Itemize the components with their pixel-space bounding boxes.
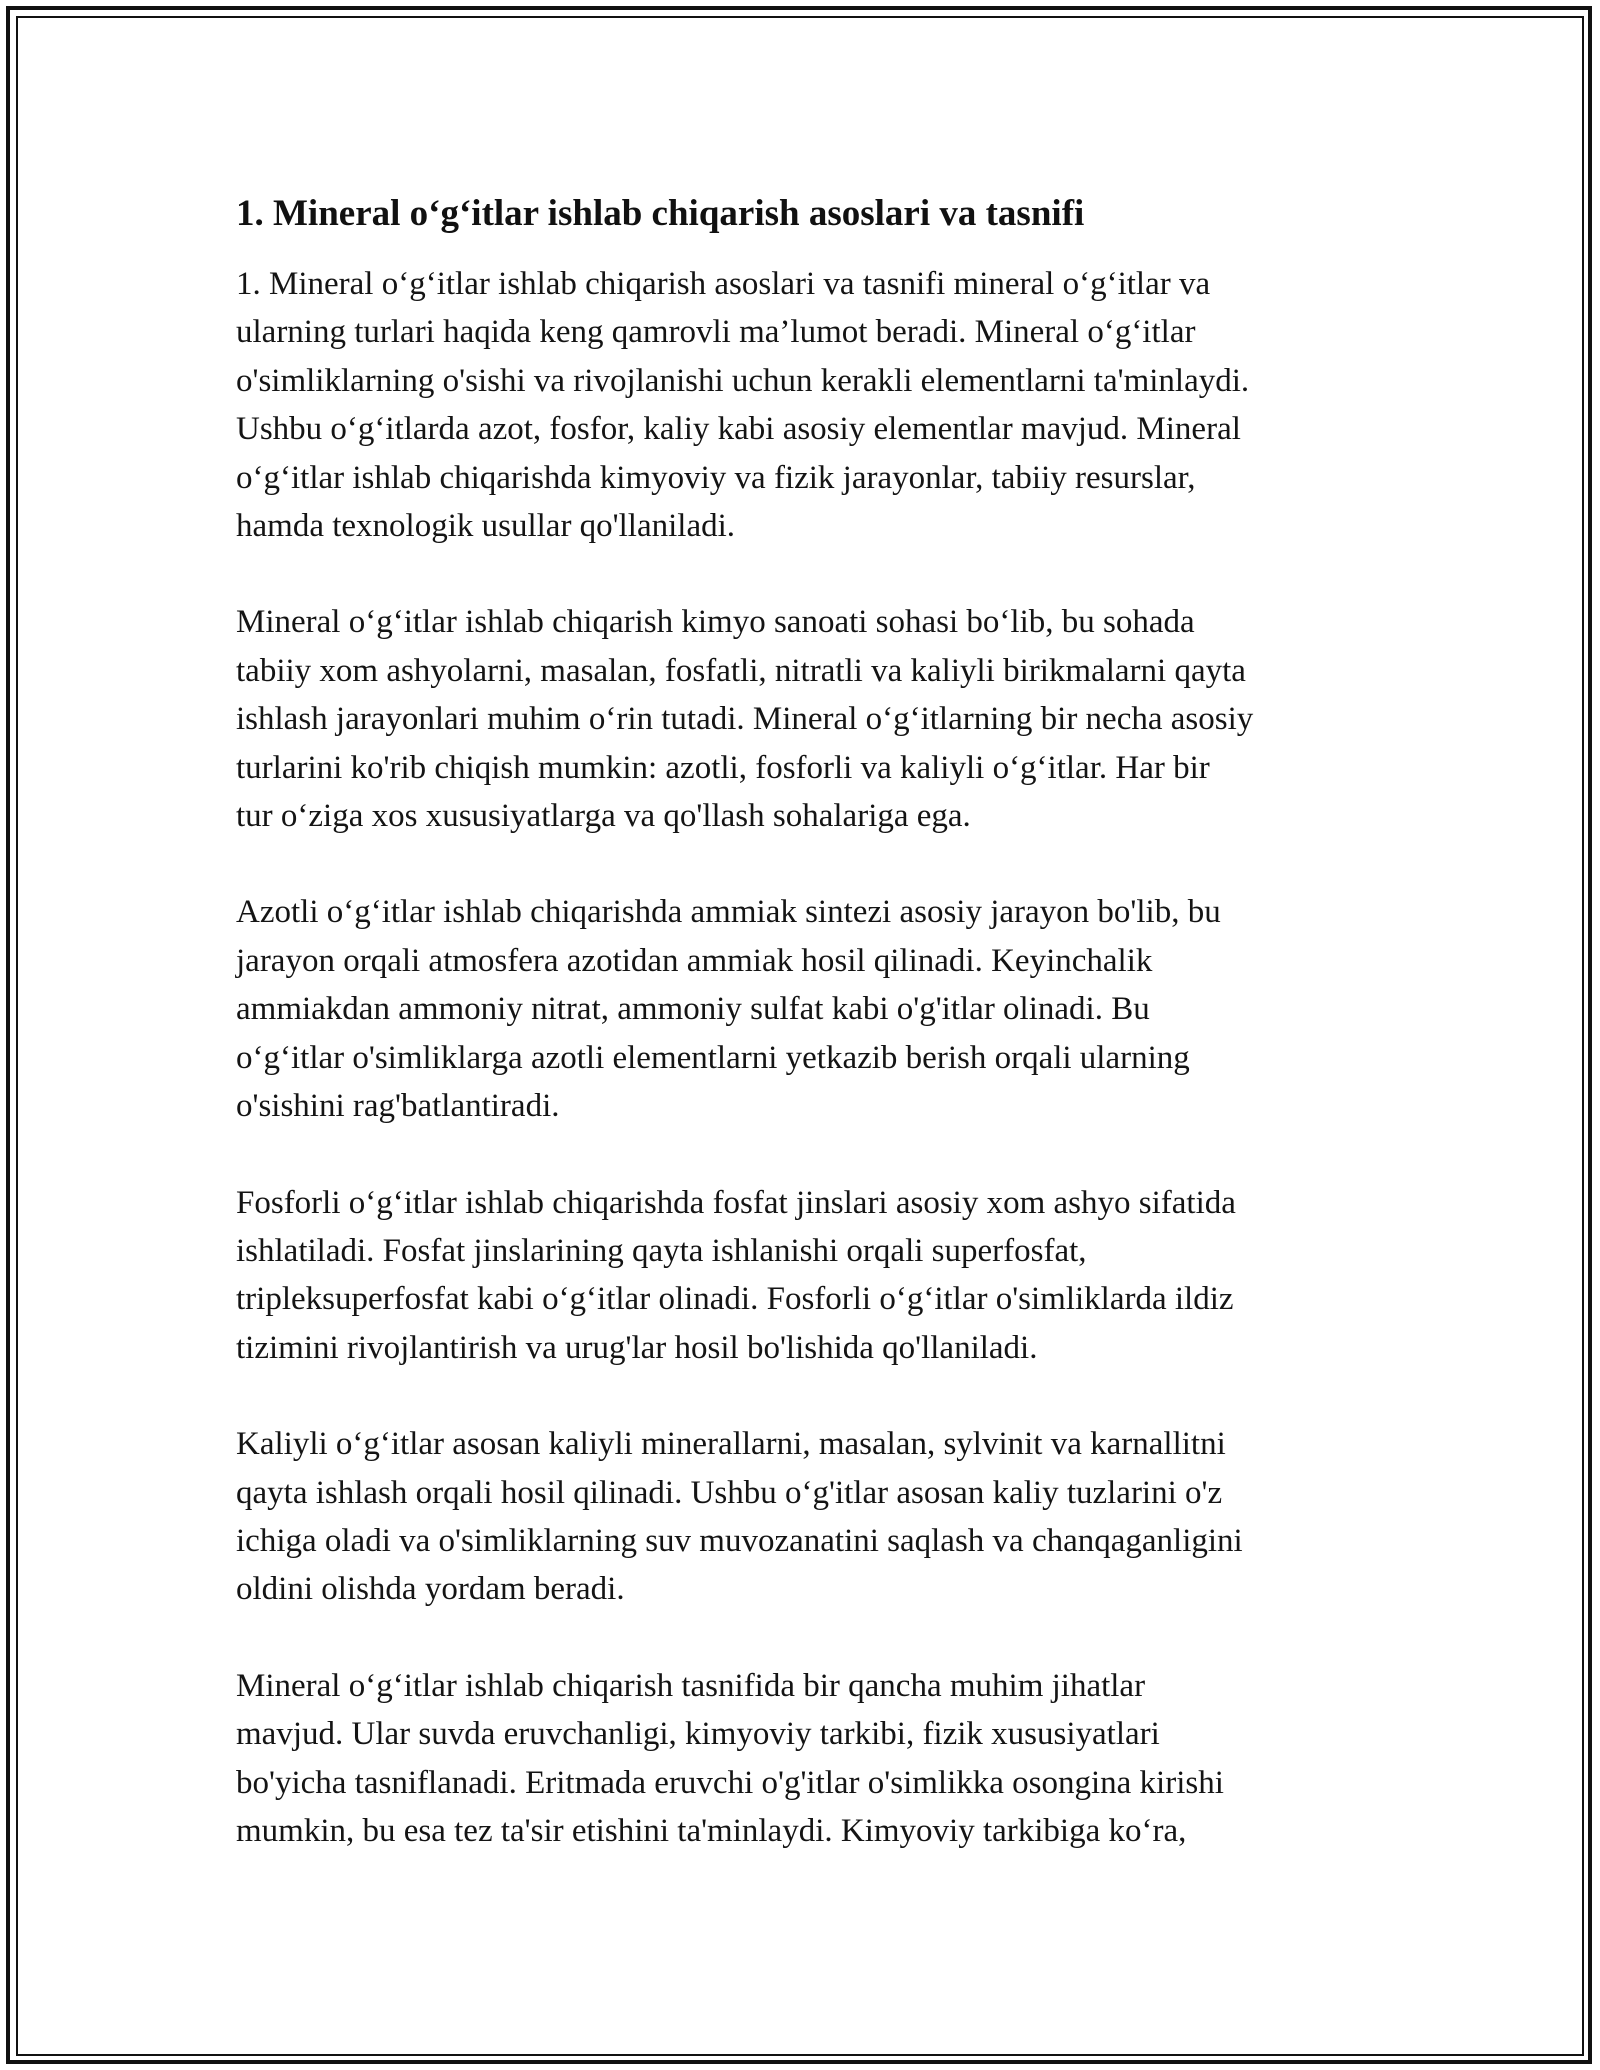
paragraph-line: hamda texnologik usullar qo'llaniladi.: [236, 508, 736, 545]
paragraph-line: Kaliyli o‘g‘itlar asosan kaliyli minerallarni, masalan, sylvinit va karnallitni: [236, 1426, 1226, 1463]
paragraph: [236, 1420, 1386, 1614]
paragraph-line: Azotli o‘g‘itlar ishlab chiqarishda ammiak sintezi asosiy jarayon bo'lib, bu: [236, 894, 1221, 931]
paragraph-line: ishlash jarayonlari muhim o‘rin tutadi. Mineral o‘g‘itlarning bir necha asosiy: [236, 701, 1254, 738]
paragraph-line: Mineral o‘g‘itlar ishlab chiqarish tasnifida bir qancha muhim jihatlar: [236, 1667, 1146, 1704]
paragraph-line: Fosforli o‘g‘itlar ishlab chiqarishda fosfat jinslari asosiy xom ashyo sifatida: [236, 1184, 1236, 1221]
paragraph-line: Mineral o‘g‘itlar ishlab chiqarish kimyo sanoati sohasi bo‘lib, bu sohada: [236, 604, 1195, 641]
paragraph-line: jarayon orqali atmosfera azotidan ammiak hosil qilinadi. Keyinchalik: [236, 942, 1153, 979]
paragraph-line: ammiakdan ammoniy nitrat, ammoniy sulfat kabi o'g'itlar olinadi. Bu: [236, 991, 1150, 1028]
paragraph-line: o'sishini rag'batlantiradi.: [236, 1088, 560, 1125]
paragraph-line: bo'yicha tasniflanadi. Eritmada eruvchi o'g'itlar o'simlikka osongina kirishi: [236, 1764, 1224, 1801]
paragraph-line: o‘g‘itlar o'simliklarga azotli elementlarni yetkazib berish orqali ularning: [236, 1039, 1190, 1076]
paragraph-line: mavjud. Ular suvda eruvchanligi, kimyoviy tarkibi, fizik xususiyatlari: [236, 1716, 1160, 1753]
paragraph-line: o'simliklarning o'sishi va rivojlanishi uchun kerakli elementlarni ta'minlaydi.: [236, 362, 1250, 399]
paragraph-line: turlarini ko'rib chiqish mumkin: azotli, fosforli va kaliyli o‘g‘itlar. Har bir: [236, 749, 1210, 786]
document-body: [236, 188, 1386, 1903]
paragraph-line: ularning turlari haqida keng qamrovli ma’lumot beradi. Mineral o‘g‘itlar: [236, 314, 1196, 351]
paragraph-list: [236, 260, 1386, 1855]
paragraph: [236, 260, 1386, 550]
document-title: 1. Mineral o‘g‘itlar ishlab chiqarish asoslari va tasnifi: [236, 193, 1085, 234]
paragraph: [236, 598, 1386, 840]
paragraph-line: Ushbu o‘g‘itlarda azot, fosfor, kaliy kabi asosiy elementlar mavjud. Mineral: [236, 411, 1241, 448]
paragraph-line: mumkin, bu esa tez ta'sir etishini ta'minlaydi. Kimyoviy tarkibiga ko‘ra,: [236, 1812, 1187, 1849]
paragraph: [236, 1662, 1386, 1856]
paragraph-line: ichiga oladi va o'simliklarning suv muvozanatini saqlash va chanqaganligini: [236, 1522, 1243, 1559]
paragraph-line: ishlatiladi. Fosfat jinslarining qayta ishlanishi orqali superfosfat,: [236, 1232, 1087, 1269]
paragraph-line: o‘g‘itlar ishlab chiqarishda kimyoviy va fizik jarayonlar, tabiiy resurslar,: [236, 459, 1196, 496]
paragraph-line: tabiiy xom ashyolarni, masalan, fosfatli, nitratli va kaliyli birikmalarni qayta: [236, 652, 1246, 689]
paragraph-line: tur o‘ziga xos xususiyatlarga va qo'llash sohalariga ega.: [236, 798, 971, 835]
paragraph-line: 1. Mineral o‘g‘itlar ishlab chiqarish asoslari va tasnifi mineral o‘g‘itlar va: [236, 266, 1211, 302]
paragraph-line: qayta ishlash orqali hosil qilinadi. Ushbu o‘g'itlar asosan kaliy tuzlarini o'z: [236, 1474, 1223, 1511]
paragraph: [236, 1179, 1386, 1373]
paragraph-line: tizimini rivojlantirish va urug'lar hosil bo'lishida qo'llaniladi.: [236, 1329, 1038, 1366]
paragraph-line: oldini olishda yordam beradi.: [236, 1571, 625, 1608]
paragraph-line: tripleksuperfosfat kabi o‘g‘itlar olinadi. Fosforli o‘g‘itlar o'simliklarda ildiz: [236, 1281, 1234, 1318]
paragraph: [236, 888, 1386, 1130]
